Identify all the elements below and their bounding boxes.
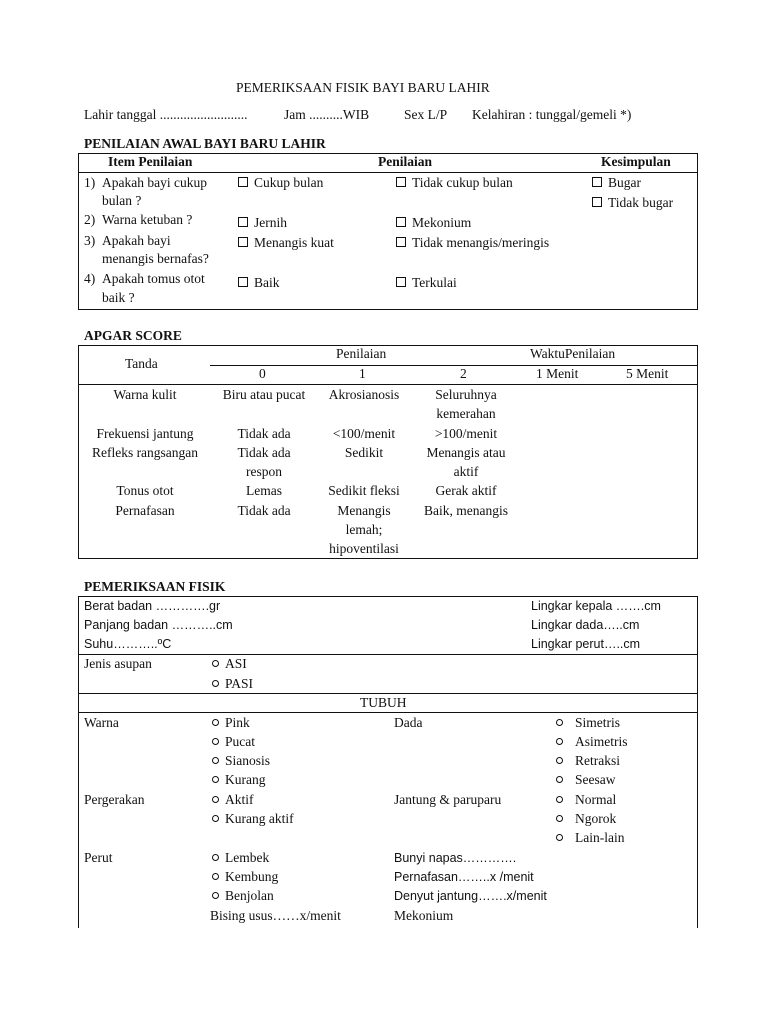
radio-icon[interactable] xyxy=(212,757,219,764)
apgar-score-text: Menangis atau aktif xyxy=(426,445,506,479)
apgar-score-1: 1 xyxy=(359,366,366,381)
option-checkbox[interactable]: Menangis kuat xyxy=(238,235,334,251)
apgar-tanda: Refleks rangsangan xyxy=(91,445,199,460)
radio-icon[interactable] xyxy=(212,815,219,822)
apgar-1-menit: 1 Menit xyxy=(536,366,579,381)
kesimpulan-bugar[interactable]: Bugar xyxy=(592,175,641,191)
panjang-badan-field[interactable]: Panjang badan ………..cm xyxy=(84,618,233,632)
divider xyxy=(78,172,698,173)
option-benjolan[interactable]: Benjolan xyxy=(212,888,274,904)
pernafasan-field[interactable]: Pernafasan……..x /menit xyxy=(394,870,534,884)
radio-icon[interactable] xyxy=(212,873,219,880)
fisik-heading: PEMERIKSAAN FISIK xyxy=(84,579,226,594)
divider xyxy=(78,654,698,655)
apgar-score-text: Tidak ada xyxy=(237,426,291,441)
option-checkbox[interactable]: Mekonium xyxy=(396,215,471,231)
perut-label: Perut xyxy=(84,850,113,865)
kelahiran-field[interactable]: Kelahiran : tunggal/gemeli *) xyxy=(472,107,632,122)
checkbox-icon[interactable] xyxy=(396,277,406,287)
radio-icon[interactable] xyxy=(556,796,563,803)
radio-icon[interactable] xyxy=(556,757,563,764)
checkbox-icon[interactable] xyxy=(592,177,602,187)
radio-icon[interactable] xyxy=(556,738,563,745)
radio-icon[interactable] xyxy=(212,680,219,687)
option-pasi[interactable]: PASI xyxy=(212,676,253,692)
item-number: 4) xyxy=(84,271,96,286)
col-penilaian: Penilaian xyxy=(378,154,433,169)
apgar-tanda: Pernafasan xyxy=(115,503,175,518)
radio-icon[interactable] xyxy=(212,660,219,667)
jantung-paru-label: Jantung & paruparu xyxy=(394,792,502,807)
divider xyxy=(78,712,698,713)
radio-icon[interactable] xyxy=(556,776,563,783)
apgar-score-text: Gerak aktif xyxy=(435,483,497,498)
apgar-score-text: Akrosianosis xyxy=(328,387,400,402)
bunyi-napas-field[interactable]: Bunyi napas…………. xyxy=(394,851,517,865)
option-aktif[interactable]: Aktif xyxy=(212,792,254,808)
option-sianosis[interactable]: Sianosis xyxy=(212,753,270,769)
option-ngorok[interactable]: Ngorok xyxy=(556,811,616,827)
option-pink[interactable]: Pink xyxy=(212,715,250,731)
jenis-asupan-label: Jenis asupan xyxy=(84,656,152,671)
apgar-score-text: Sedikit fleksi xyxy=(328,483,400,498)
apgar-tanda: Frekuensi jantung xyxy=(96,426,194,441)
apgar-score-text: >100/menit xyxy=(434,426,498,441)
radio-icon[interactable] xyxy=(556,719,563,726)
checkbox-icon[interactable] xyxy=(238,237,248,247)
apgar-score-text: Baik, menangis xyxy=(424,503,508,518)
option-kurang[interactable]: Kurang xyxy=(212,772,266,788)
apgar-score-text: Menangis lemah; hipoventilasi xyxy=(329,503,399,556)
item-question: Warna ketuban ? xyxy=(102,212,193,227)
option-checkbox[interactable]: Baik xyxy=(238,275,280,291)
option-seesaw[interactable]: Seesaw xyxy=(556,772,616,788)
option-kurang-aktif[interactable]: Kurang aktif xyxy=(212,811,294,827)
option-pucat[interactable]: Pucat xyxy=(212,734,255,750)
option-asi[interactable]: ASI xyxy=(212,656,247,672)
apgar-score-text: Sedikit xyxy=(344,445,384,460)
denyut-jantung-field[interactable]: Denyut jantung…….x/menit xyxy=(394,889,547,903)
item-question: Apakah bayi xyxy=(102,233,171,248)
penilaian-awal-heading: PENILAIAN AWAL BAYI BARU LAHIR xyxy=(84,136,326,151)
apgar-score-2: 2 xyxy=(460,366,467,381)
option-asimetris[interactable]: Asimetris xyxy=(556,734,628,750)
option-lembek[interactable]: Lembek xyxy=(212,850,269,866)
lingkar-dada-field[interactable]: Lingkar dada…..cm xyxy=(531,618,640,632)
option-lain-lain[interactable]: Lain-lain xyxy=(556,830,624,846)
option-normal[interactable]: Normal xyxy=(556,792,616,808)
pergerakan-label: Pergerakan xyxy=(84,792,145,807)
apgar-tanda-header: Tanda xyxy=(125,356,158,371)
radio-icon[interactable] xyxy=(556,815,563,822)
option-retraksi[interactable]: Retraksi xyxy=(556,753,620,769)
col-item-penilaian: Item Penilaian xyxy=(108,154,193,169)
item-question: baik ? xyxy=(102,290,135,305)
apgar-5-menit: 5 Menit xyxy=(626,366,669,381)
item-question: menangis bernafas? xyxy=(102,251,209,266)
item-number: 3) xyxy=(84,233,96,248)
checkbox-icon[interactable] xyxy=(592,197,602,207)
item-question: Apakah tomus otot xyxy=(102,271,205,286)
warna-label: Warna xyxy=(84,715,119,730)
divider xyxy=(210,365,698,366)
sex-field[interactable]: Sex L/P xyxy=(404,107,448,122)
apgar-tanda: Tonus otot xyxy=(116,483,174,498)
option-checkbox[interactable]: Tidak cukup bulan xyxy=(396,175,513,191)
apgar-score-text: Tidak ada respon xyxy=(237,445,291,479)
tubuh-header: TUBUH xyxy=(360,695,407,710)
apgar-score-text: Seluruhnya kemerahan xyxy=(435,387,497,421)
checkbox-icon[interactable] xyxy=(396,177,406,187)
dada-label: Dada xyxy=(394,715,423,730)
apgar-score-text: Tidak ada xyxy=(237,503,291,518)
option-kembung[interactable]: Kembung xyxy=(212,869,278,885)
lahir-tanggal-field[interactable]: Lahir tanggal .......................... xyxy=(84,107,248,122)
option-checkbox[interactable]: Jernih xyxy=(238,215,287,231)
apgar-waktu-header: WaktuPenilaian xyxy=(530,346,616,361)
checkbox-icon[interactable] xyxy=(396,217,406,227)
apgar-score-text: Lemas xyxy=(246,483,282,498)
kesimpulan-tidak-bugar[interactable]: Tidak bugar xyxy=(592,195,673,211)
checkbox-icon[interactable] xyxy=(238,217,248,227)
radio-icon[interactable] xyxy=(212,892,219,899)
radio-icon[interactable] xyxy=(212,719,219,726)
checkbox-icon[interactable] xyxy=(238,277,248,287)
mekonium-label: Mekonium xyxy=(394,908,454,923)
suhu-field[interactable]: Suhu………..ºC xyxy=(84,637,172,651)
divider xyxy=(78,693,698,694)
apgar-score-0: 0 xyxy=(259,366,266,381)
option-checkbox[interactable]: Cukup bulan xyxy=(238,175,323,191)
radio-icon[interactable] xyxy=(212,796,219,803)
jam-field[interactable]: Jam ..........WIB xyxy=(284,107,370,122)
radio-icon[interactable] xyxy=(556,834,563,841)
item-question: Apakah bayi cukup xyxy=(102,175,207,190)
lingkar-kepala-field[interactable]: Lingkar kepala …….cm xyxy=(531,599,661,613)
apgar-score-text: Biru atau pucat xyxy=(222,387,306,402)
option-checkbox[interactable]: Tidak menangis/meringis xyxy=(396,235,549,251)
apgar-penilaian-header: Penilaian xyxy=(336,346,387,361)
bising-usus-field[interactable]: Bising usus……x/menit xyxy=(210,908,341,923)
apgar-heading: APGAR SCORE xyxy=(84,328,182,343)
item-number: 1) xyxy=(84,175,96,190)
apgar-score-text: <100/menit xyxy=(332,426,396,441)
option-checkbox[interactable]: Terkulai xyxy=(396,275,457,291)
checkbox-icon[interactable] xyxy=(396,237,406,247)
checkbox-icon[interactable] xyxy=(238,177,248,187)
radio-icon[interactable] xyxy=(212,738,219,745)
item-number: 2) xyxy=(84,212,96,227)
radio-icon[interactable] xyxy=(212,776,219,783)
option-simetris[interactable]: Simetris xyxy=(556,715,620,731)
apgar-tanda: Warna kulit xyxy=(113,387,177,402)
lingkar-perut-field[interactable]: Lingkar perut…..cm xyxy=(531,637,641,651)
berat-badan-field[interactable]: Berat badan ………….gr xyxy=(84,599,221,613)
col-kesimpulan: Kesimpulan xyxy=(601,154,671,169)
page-title: PEMERIKSAAN FISIK BAYI BARU LAHIR xyxy=(236,80,490,95)
item-question: bulan ? xyxy=(102,193,142,208)
radio-icon[interactable] xyxy=(212,854,219,861)
